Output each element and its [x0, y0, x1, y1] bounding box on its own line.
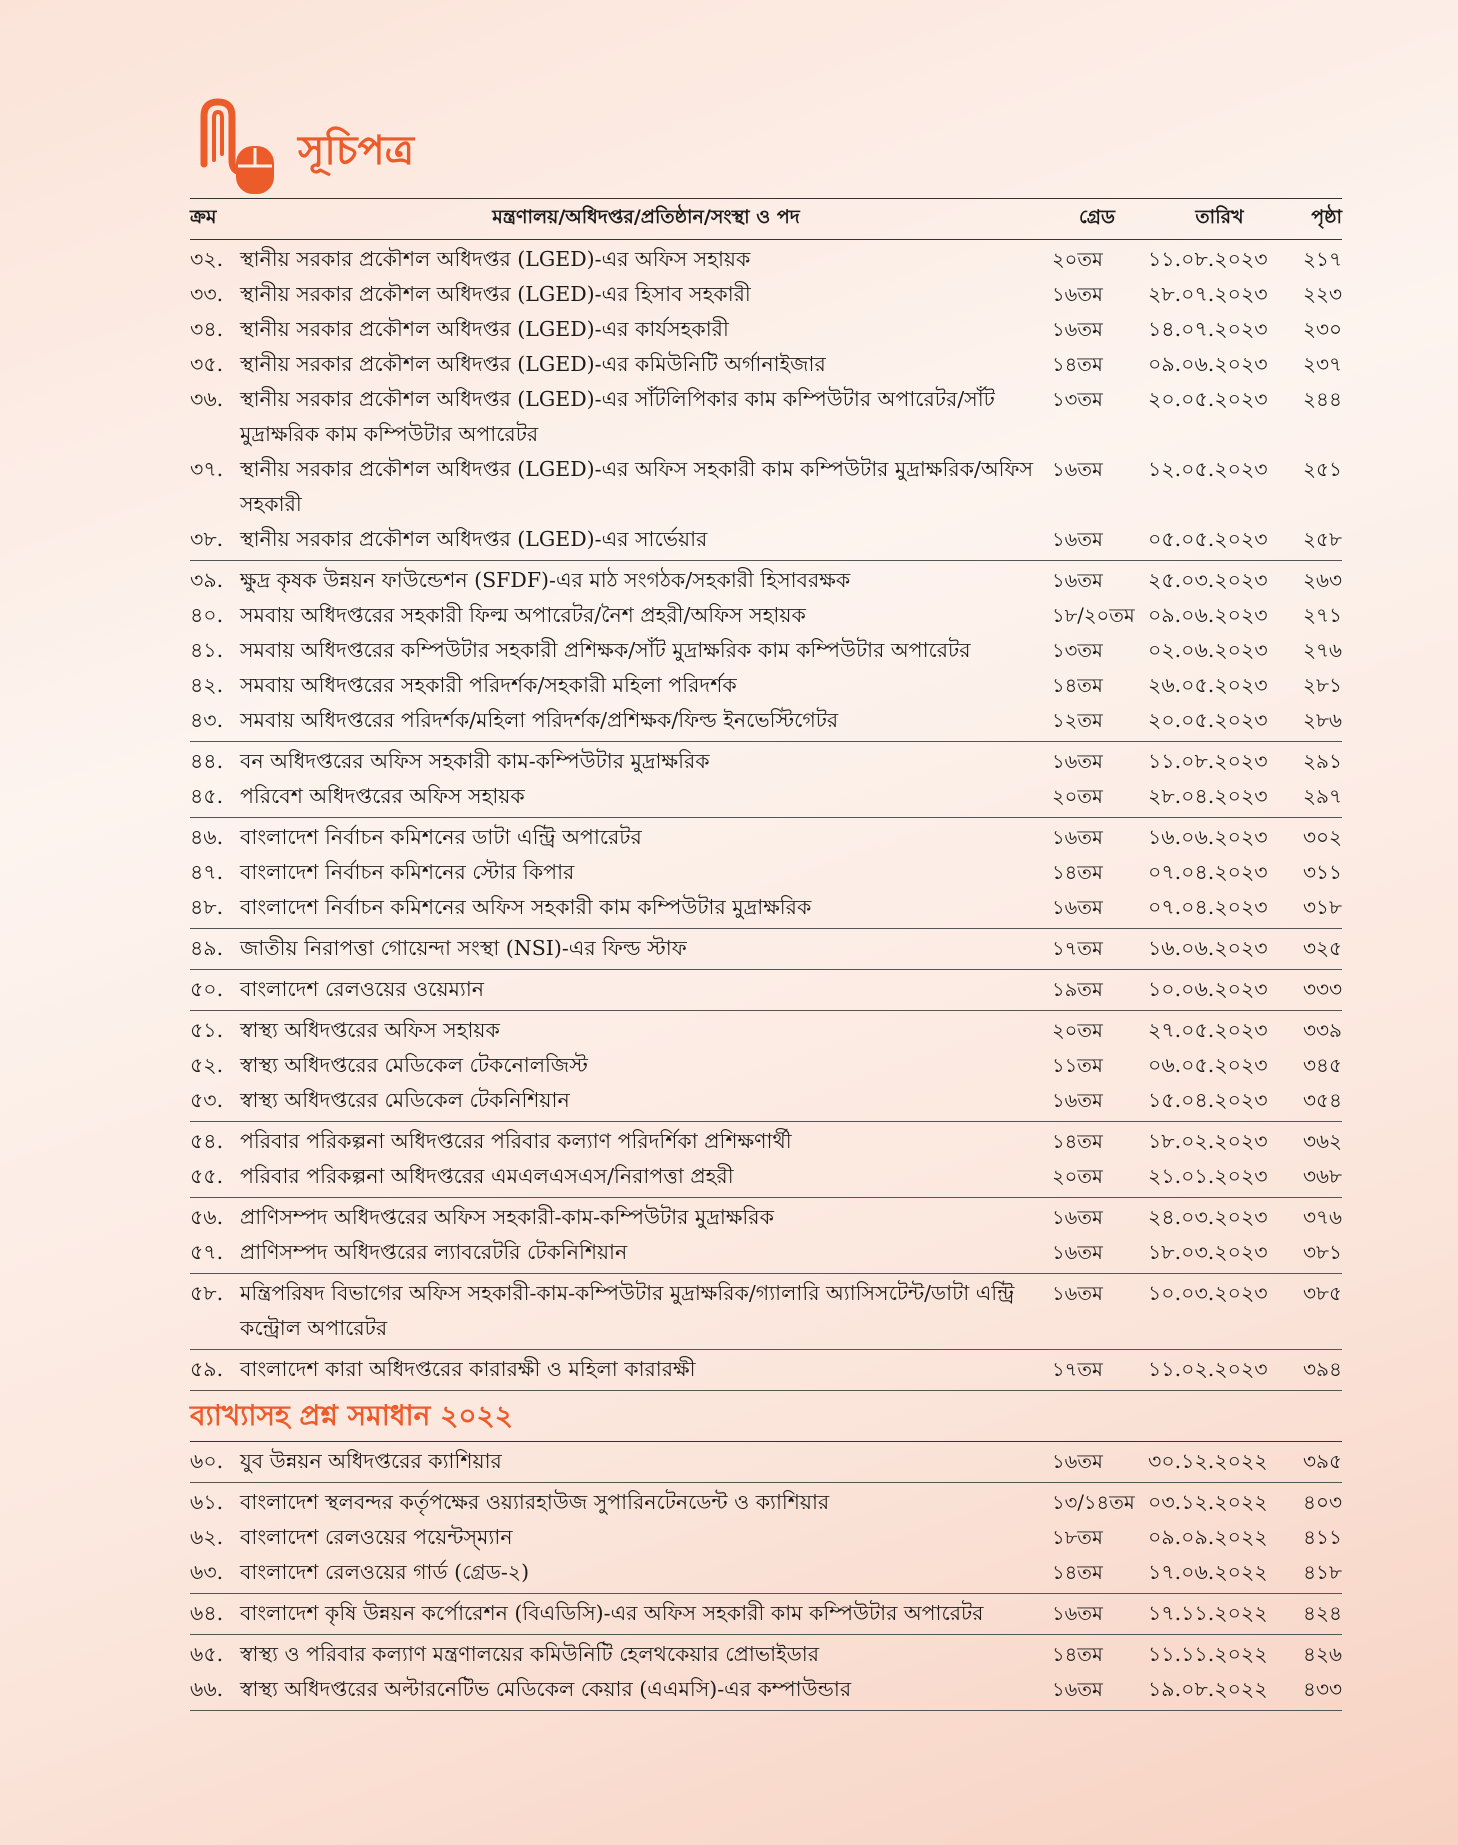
toc-row[interactable] [190, 1485, 1342, 1520]
row-grade: ২০তম [1052, 1019, 1103, 1042]
row-grade: ১৬তম [1052, 1282, 1103, 1305]
row-number: ৪০. [190, 603, 224, 627]
row-post: বাংলাদেশ রেলওয়ের পয়েন্টস্‌ম্যান [240, 1525, 513, 1549]
toc-row[interactable] [190, 1637, 1342, 1672]
row-date: ১৬.০৬.২০২৩ [1148, 936, 1268, 960]
row-date: ২৮.০৭.২০২৩ [1148, 282, 1268, 306]
row-date: ০৭.০৪.২০২৩ [1148, 895, 1268, 919]
row-number: ৩৮. [190, 527, 224, 551]
row-post: স্বাস্থ্য অধিদপ্তরের অল্টারনেটিভ মেডিকেল কেয়ার (এএমসি)-এর কম্পাউন্ডার [240, 1677, 852, 1701]
row-grade: ১৪তম [1052, 1130, 1103, 1153]
row-page: ২৭১ [1303, 603, 1342, 627]
row-number: ৪৮. [190, 895, 224, 919]
row-grade: ১৬তম [1052, 569, 1103, 592]
page-header [190, 88, 414, 198]
row-post: পরিবার পরিকল্পনা অধিদপ্তরের পরিবার কল্যাণ পরিদর্শিকা প্রশিক্ষণার্থী [240, 1129, 792, 1153]
row-page: ২৬৩ [1302, 568, 1342, 592]
row-page: ২৮৬ [1303, 708, 1342, 732]
row-number: ৪৪. [190, 749, 224, 773]
row-post: স্থানীয় সরকার প্রকৌশল অধিদপ্তর (LGED)-এর কমিউনিটি অর্গানাইজার [240, 352, 826, 376]
row-grade: ১৬তম [1052, 528, 1103, 551]
row-post: স্থানীয় সরকার প্রকৌশল অধিদপ্তর (LGED)-এর হিসাব সহকারী [240, 282, 751, 306]
row-page: ৩৪৫ [1303, 1053, 1342, 1077]
page-title: সূচিপত্র [298, 128, 414, 174]
toc-row[interactable] [190, 1596, 1342, 1631]
row-number: ৩৩. [190, 282, 224, 306]
toc-row[interactable] [190, 779, 1342, 814]
row-post: যুব উন্নয়ন অধিদপ্তরের ক্যাশিয়ার [240, 1449, 502, 1473]
row-post: স্থানীয় সরকার প্রকৌশল অধিদপ্তর (LGED)-এর সার্ভেয়ার [240, 527, 708, 551]
row-grade: ১৬তম [1052, 458, 1103, 481]
row-grade: ১৪তম [1052, 353, 1103, 376]
row-number: ৫৩. [190, 1088, 224, 1112]
toc-group [190, 1594, 1342, 1635]
row-number: ৬৪. [190, 1601, 224, 1625]
toc-row[interactable] [190, 347, 1342, 382]
toc-group [190, 1635, 1342, 1711]
toc-row[interactable] [190, 1276, 1342, 1346]
row-number: ৬০. [190, 1449, 224, 1473]
toc-row[interactable] [190, 1013, 1342, 1048]
toc-section-2023 [190, 240, 1342, 1391]
toc-row[interactable] [190, 242, 1342, 277]
row-grade: ১৮/২০তম [1052, 604, 1135, 627]
row-page: ৩৩৯ [1303, 1018, 1342, 1042]
row-page: ৩৮১ [1303, 1240, 1342, 1264]
row-number: ৫৯. [190, 1357, 224, 1381]
row-grade: ২০তম [1052, 1165, 1103, 1188]
row-page: ৩৬২ [1302, 1129, 1342, 1153]
row-grade: ১৩/১৪তম [1052, 1491, 1135, 1514]
toc-row[interactable] [190, 1520, 1342, 1555]
row-number: ৬৬. [190, 1677, 224, 1701]
row-post: বাংলাদেশ রেলওয়ের ওয়েম্যান [240, 977, 485, 1001]
row-page: ৩১৮ [1303, 895, 1342, 919]
toc-row[interactable] [190, 563, 1342, 598]
row-page: ৩৮৫ [1303, 1281, 1342, 1305]
toc-group [190, 240, 1342, 561]
row-date: ০৩.১২.২০২২ [1148, 1490, 1268, 1514]
toc-row[interactable] [190, 382, 1342, 452]
row-post: স্থানীয় সরকার প্রকৌশল অধিদপ্তর (LGED)-এর অফিস সহায়ক [240, 247, 751, 271]
row-number: ৫৮. [190, 1281, 224, 1305]
row-date: ১১.০৮.২০২৩ [1148, 247, 1268, 271]
row-post: স্বাস্থ্য অধিদপ্তরের মেডিকেল টেকনোলজিস্ট [240, 1053, 588, 1077]
row-number: ৫২. [190, 1053, 224, 1077]
row-page: ৩৯৪ [1303, 1357, 1342, 1381]
row-date: ২৬.০৫.২০২৩ [1148, 673, 1268, 697]
toc-group [190, 1274, 1342, 1350]
row-grade: ১৩তম [1052, 639, 1103, 662]
toc-row[interactable] [190, 1083, 1342, 1118]
header-post: মন্ত্রণালয়/অধিদপ্তর/প্রতিষ্ঠান/সংস্থা ও পদ [492, 206, 800, 228]
toc-row[interactable] [190, 668, 1342, 703]
row-date: ১৫.০৪.২০২৩ [1148, 1088, 1268, 1112]
row-page: ৩২৫ [1303, 936, 1342, 960]
row-post: স্থানীয় সরকার প্রকৌশল অধিদপ্তর (LGED)-এর সাঁটলিপিকার কাম কম্পিউটার অপারেটর/সাঁট মুদ্রাক্ষরিক কাম কম্পিউটার অপারেটর [240, 387, 995, 446]
row-page: ২৩৭ [1302, 352, 1342, 376]
row-grade: ১৯তম [1052, 978, 1103, 1001]
row-page: ৪১১ [1303, 1525, 1342, 1549]
row-post: সমবায় অধিদপ্তরের সহকারী ফিল্ম অপারেটর/নৈশ প্রহরী/অফিস সহায়ক [240, 603, 806, 627]
row-post: বাংলাদেশ স্থলবন্দর কর্তৃপক্ষের ওয়্যারহাউজ সুপারিনটেনডেন্ট ও ক্যাশিয়ার [240, 1490, 830, 1514]
row-grade: ১৪তম [1052, 861, 1103, 884]
toc-group [190, 1011, 1342, 1122]
row-page: ২৩০ [1302, 317, 1342, 341]
row-date: ১৮.০২.২০২৩ [1148, 1129, 1268, 1153]
toc-group [190, 818, 1342, 929]
toc-row[interactable] [190, 1444, 1342, 1479]
row-post: বাংলাদেশ কারা অধিদপ্তরের কারারক্ষী ও মহিলা কারারক্ষী [240, 1357, 696, 1381]
row-page: ৩৩৩ [1302, 977, 1342, 1001]
row-number: ৬২. [190, 1525, 224, 1549]
row-page: ৩১১ [1303, 860, 1342, 884]
row-grade: ১৮তম [1052, 1526, 1103, 1549]
toc-row[interactable] [190, 1352, 1342, 1387]
toc-row[interactable] [190, 277, 1342, 312]
row-number: ৬৩. [190, 1560, 224, 1584]
row-number: ৪৫. [190, 784, 224, 808]
row-post: মন্ত্রিপরিষদ বিভাগের অফিস সহকারী-কাম-কম্পিউটার মুদ্রাক্ষরিক/গ্যালারি অ্যাসিসটেন্ট/ডাটা এন্ট্রি কন্ট্রোল অপারেটর [240, 1281, 1015, 1340]
row-date: ১৯.০৮.২০২২ [1148, 1677, 1268, 1701]
toc-row[interactable] [190, 890, 1342, 925]
row-number: ৩৯. [190, 568, 224, 592]
row-page: ৩০২ [1302, 825, 1342, 849]
row-page: ২৫১ [1303, 457, 1342, 481]
row-post: স্থানীয় সরকার প্রকৌশল অধিদপ্তর (LGED)-এর অফিস সহকারী কাম কম্পিউটার মুদ্রাক্ষরিক/অফিস সহকারী [240, 457, 1034, 516]
row-date: ০২.০৬.২০২৩ [1148, 638, 1268, 662]
row-page: ৪০৩ [1303, 1490, 1342, 1514]
toc-group [190, 561, 1342, 742]
row-grade: ১৩তম [1052, 388, 1103, 411]
row-grade: ১৬তম [1052, 896, 1103, 919]
row-grade: ১৬তম [1052, 826, 1103, 849]
row-date: ০৫.০৫.২০২৩ [1148, 527, 1268, 551]
row-page: ২৮১ [1303, 673, 1342, 697]
toc-row[interactable] [190, 1048, 1342, 1083]
row-grade: ১৭তম [1052, 1358, 1103, 1381]
toc-row[interactable] [190, 598, 1342, 633]
header-page: পৃষ্ঠা [1311, 206, 1342, 228]
row-number: ৬৫. [190, 1642, 224, 1666]
toc-group [190, 1198, 1342, 1274]
toc-group [190, 1483, 1342, 1594]
row-number: ৪৯. [190, 936, 224, 960]
toc-group [190, 742, 1342, 818]
row-number: ৪৩. [190, 708, 224, 732]
row-page: ৪২৪ [1303, 1601, 1342, 1625]
row-grade: ১৬তম [1052, 1450, 1103, 1473]
row-number: ৩৫. [190, 352, 224, 376]
row-date: ০৭.০৪.২০২৩ [1148, 860, 1268, 884]
row-grade: ১২তম [1052, 709, 1103, 732]
row-post: স্থানীয় সরকার প্রকৌশল অধিদপ্তর (LGED)-এর কার্যসহকারী [240, 317, 729, 341]
row-number: ৫৭. [190, 1240, 224, 1264]
row-number: ৪১. [190, 638, 224, 662]
row-post: বাংলাদেশ নির্বাচন কমিশনের স্টোর কিপার [240, 860, 575, 884]
row-number: ৬১. [190, 1490, 224, 1514]
row-grade: ১৬তম [1052, 750, 1103, 773]
row-date: ২০.০৫.২০২৩ [1148, 387, 1268, 411]
row-grade: ২০তম [1052, 785, 1103, 808]
row-grade: ২০তম [1052, 248, 1103, 271]
row-grade: ১৬তম [1052, 1678, 1103, 1701]
row-number: ৫৪. [190, 1129, 224, 1153]
row-date: ১১.১১.২০২২ [1148, 1642, 1268, 1666]
toc-group [190, 929, 1342, 970]
toc-row[interactable] [190, 972, 1342, 1007]
row-date: ১৭.১১.২০২২ [1148, 1601, 1268, 1625]
row-post: পরিবেশ অধিদপ্তরের অফিস সহায়ক [240, 784, 525, 808]
header-num: ক্রম [190, 206, 217, 228]
row-date: ১১.০৮.২০২৩ [1148, 749, 1268, 773]
toc-group [190, 970, 1342, 1011]
row-grade: ১৬তম [1052, 1602, 1103, 1625]
row-number: ৫৬. [190, 1205, 224, 1229]
row-date: ১০.০৬.২০২৩ [1148, 977, 1268, 1001]
row-grade: ১৬তম [1052, 318, 1103, 341]
row-post: স্বাস্থ্য অধিদপ্তরের মেডিকেল টেকনিশিয়ান [240, 1088, 570, 1112]
toc-row[interactable] [190, 744, 1342, 779]
row-grade: ১৪তম [1052, 674, 1103, 697]
row-grade: ১৪তম [1052, 1643, 1103, 1666]
row-grade: ১৬তম [1052, 1089, 1103, 1112]
row-date: ০৯.০৬.২০২৩ [1148, 352, 1268, 376]
row-post: ক্ষুদ্র কৃষক উন্নয়ন ফাউন্ডেশন (SFDF)-এর মাঠ সংগঠক/সহকারী হিসাবরক্ষক [240, 568, 851, 592]
row-number: ৪৭. [190, 860, 224, 884]
row-date: ০৯.০৬.২০২৩ [1148, 603, 1268, 627]
toc-row[interactable] [190, 1555, 1342, 1590]
row-post: বাংলাদেশ নির্বাচন কমিশনের ডাটা এন্ট্রি অপারেটর [240, 825, 642, 849]
row-post: সমবায় অধিদপ্তরের কম্পিউটার সহকারী প্রশিক্ষক/সাঁট মুদ্রাক্ষরিক কাম কম্পিউটার অপারেটর [240, 638, 971, 662]
row-grade: ১৬তম [1052, 283, 1103, 306]
row-post: বাংলাদেশ কৃষি উন্নয়ন কর্পোরেশন (বিএডিসি)-এর অফিস সহকারী কাম কম্পিউটার অপারেটর [240, 1601, 984, 1625]
toc-row[interactable] [190, 452, 1342, 522]
row-page: ২৭৬ [1302, 638, 1342, 662]
row-post: স্বাস্থ্য অধিদপ্তরের অফিস সহায়ক [240, 1018, 500, 1042]
row-date: ২৪.০৩.২০২৩ [1148, 1205, 1268, 1229]
row-number: ৪৬. [190, 825, 224, 849]
row-page: ২৯৭ [1303, 784, 1342, 808]
row-page: ৩৭৬ [1302, 1205, 1342, 1229]
row-post: সমবায় অধিদপ্তরের পরিদর্শক/মহিলা পরিদর্শক/প্রশিক্ষক/ফিল্ড ইনভেস্টিগেটর [240, 708, 839, 732]
mouse-cable-icon [190, 94, 286, 198]
row-date: ২৮.০৪.২০২৩ [1148, 784, 1268, 808]
toc-row[interactable] [190, 1235, 1342, 1270]
row-post: প্রাণিসম্পদ অধিদপ্তরের ল্যাবরেটরি টেকনিশিয়ান [240, 1240, 628, 1264]
toc-row[interactable] [190, 312, 1342, 347]
row-post: বাংলাদেশ নির্বাচন কমিশনের অফিস সহকারী কাম কম্পিউটার মুদ্রাক্ষরিক [240, 895, 812, 919]
toc-row[interactable] [190, 855, 1342, 890]
row-grade: ১৬তম [1052, 1241, 1103, 1264]
toc-group [190, 1350, 1342, 1391]
row-number: ৩৭. [190, 457, 224, 481]
row-post: বাংলাদেশ রেলওয়ের গার্ড (গ্রেড-২) [240, 1560, 530, 1584]
row-number: ৪২. [190, 673, 224, 697]
row-page: ২৯১ [1303, 749, 1342, 773]
row-page: ২২৩ [1302, 282, 1342, 306]
row-page: ২১৭ [1303, 247, 1342, 271]
row-post: পরিবার পরিকল্পনা অধিদপ্তরের এমএলএসএস/নিরাপত্তা প্রহরী [240, 1164, 734, 1188]
row-grade: ১৪তম [1052, 1561, 1103, 1584]
row-date: ০৬.০৫.২০২৩ [1148, 1053, 1268, 1077]
row-date: ১৪.০৭.২০২৩ [1148, 317, 1268, 341]
row-post: জাতীয় নিরাপত্তা গোয়েন্দা সংস্থা (NSI)-এর ফিল্ড স্টাফ [240, 936, 687, 960]
row-date: ১৭.০৬.২০২২ [1148, 1560, 1268, 1584]
row-number: ৩৬. [190, 387, 224, 411]
row-page: ৩৯৫ [1303, 1449, 1342, 1473]
toc-row[interactable] [190, 1124, 1342, 1159]
row-grade: ১১তম [1052, 1054, 1103, 1077]
toc-row[interactable] [190, 820, 1342, 855]
row-number: ৫৫. [190, 1164, 224, 1188]
toc-row[interactable] [190, 931, 1342, 966]
toc-row[interactable] [190, 633, 1342, 668]
row-date: ০৯.০৯.২০২২ [1148, 1525, 1268, 1549]
row-page: ২৪৪ [1303, 387, 1342, 411]
row-number: ৩২. [190, 247, 224, 271]
toc-header-row [190, 199, 1342, 240]
toc-row[interactable] [190, 1672, 1342, 1707]
row-date: ৩০.১২.২০২২ [1148, 1449, 1268, 1473]
toc-group [190, 1122, 1342, 1198]
row-page: ৪১৮ [1303, 1560, 1342, 1584]
row-page: ৪২৬ [1303, 1642, 1342, 1666]
row-grade: ১৬তম [1052, 1206, 1103, 1229]
toc-row[interactable] [190, 1159, 1342, 1194]
section-title-2022: ব্যাখ্যাসহ প্রশ্ন সমাধান ২০২২ [190, 1391, 1342, 1442]
toc-row[interactable] [190, 703, 1342, 738]
row-number: ৩৪. [190, 317, 224, 341]
row-number: ৫১. [190, 1018, 224, 1042]
toc-section-2022 [190, 1442, 1342, 1711]
row-post: সমবায় অধিদপ্তরের সহকারী পরিদর্শক/সহকারী মহিলা পরিদর্শক [240, 673, 737, 697]
row-page: ৩৫৪ [1303, 1088, 1342, 1112]
row-date: ২৭.০৫.২০২৩ [1148, 1018, 1268, 1042]
toc-group [190, 1442, 1342, 1483]
row-date: ১১.০২.২০২৩ [1148, 1357, 1268, 1381]
toc-table [190, 198, 1342, 1711]
row-grade: ১৭তম [1052, 937, 1103, 960]
row-post: বন অধিদপ্তরের অফিস সহকারী কাম-কম্পিউটার মুদ্রাক্ষরিক [240, 749, 710, 773]
row-date: ১০.০৩.২০২৩ [1148, 1281, 1268, 1305]
row-date: ২১.০১.২০২৩ [1148, 1164, 1268, 1188]
row-date: ২৫.০৩.২০২৩ [1148, 568, 1268, 592]
row-page: ২৫৮ [1303, 527, 1342, 551]
row-date: ১২.০৫.২০২৩ [1148, 457, 1268, 481]
row-page: ৪৩৩ [1303, 1677, 1342, 1701]
row-post: প্রাণিসম্পদ অধিদপ্তরের অফিস সহকারী-কাম-কম্পিউটার মুদ্রাক্ষরিক [240, 1205, 774, 1229]
toc-row[interactable] [190, 522, 1342, 557]
toc-row[interactable] [190, 1200, 1342, 1235]
row-date: ১৮.০৩.২০২৩ [1148, 1240, 1268, 1264]
row-date: ২০.০৫.২০২৩ [1148, 708, 1268, 732]
row-post: স্বাস্থ্য ও পরিবার কল্যাণ মন্ত্রণালয়ের কমিউনিটি হেলথকেয়ার প্রোভাইডার [240, 1642, 820, 1666]
row-number: ৫০. [190, 977, 224, 1001]
row-page: ৩৬৮ [1303, 1164, 1342, 1188]
header-grade: গ্রেড [1079, 206, 1115, 228]
header-date: তারিখ [1195, 206, 1244, 228]
row-date: ১৬.০৬.২০২৩ [1148, 825, 1268, 849]
